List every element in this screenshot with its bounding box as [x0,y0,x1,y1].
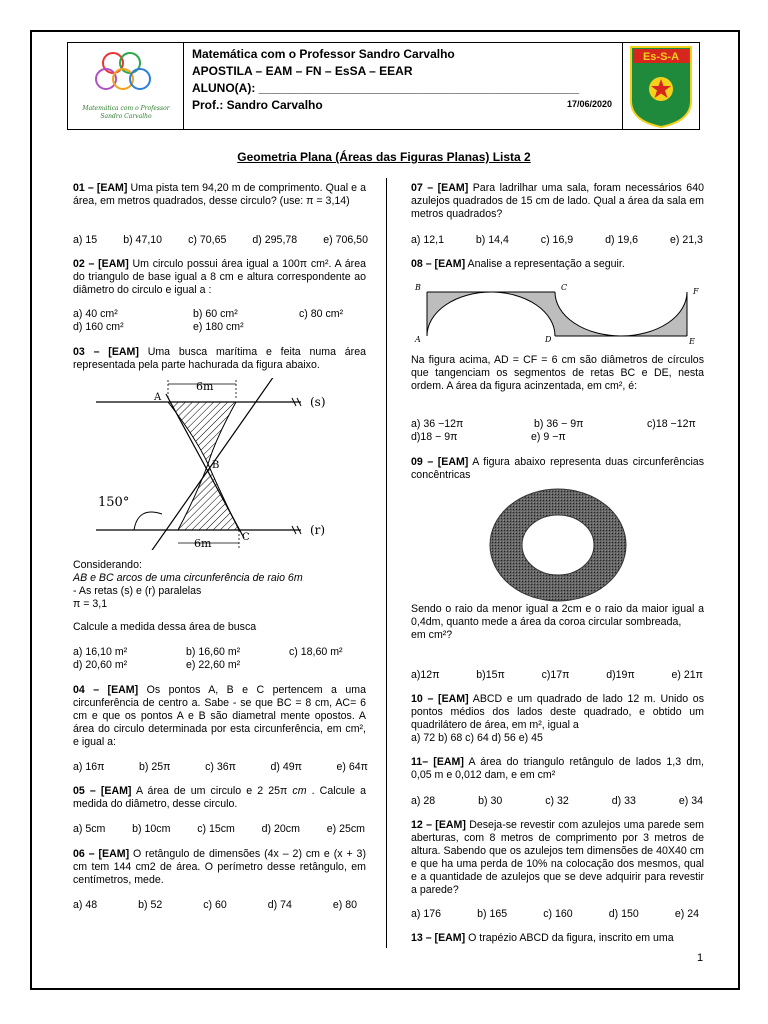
option-b: b) 30 [478,795,503,807]
option-e: e) 34 [678,795,703,807]
question-13 [411,932,704,945]
figure-search-area [96,378,350,550]
question-text: Sendo o raio da menor igual a 2cm e o raio da maior igual a 0,4dm, quanto mede a área da coroa circular sombreada, [411,603,704,628]
option-c: c) 18,60 m² [289,646,343,658]
option-a: a) 176 [411,908,442,920]
question-12 [411,819,704,897]
option-a: a) 16π [73,761,105,773]
line-r-label: (r) [310,523,326,537]
option-c: c) 80 cm² [299,308,344,320]
condition-pi: π = 3,1 [73,598,108,610]
question-11 [411,756,704,782]
option-a: a) 36 −12π [411,418,464,430]
point-f-label: F [693,287,699,296]
option-d: d) 20cm [261,823,300,835]
question-03-details [73,559,366,634]
option-e: e) 80 [332,899,357,911]
option-a: a) 28 [411,795,436,807]
badge-text: Es-S-A [642,51,680,63]
question-text: O retângulo de dimensões (4x – 2) cm e (x + 3) cm tem 144 cm2 de área. O perímetro desse retângulo, em centímetros, mede. [73,848,366,886]
condition-arcs: AB e BC arcos de uma circunferência de raio 6m [73,572,303,584]
question-number: 05 – [EAM] [73,785,132,797]
question-number: 08 – [EAM] [411,258,466,270]
question-08 [411,258,704,271]
considering-label: Considerando: [73,559,142,571]
header-date: 17/06/2020 [566,99,612,109]
option-a: a) 12,1 [411,234,444,246]
point-c-label: C [561,283,568,292]
option-a: a) 16,10 m² [73,646,128,658]
option-c: c) 15cm [197,823,235,835]
options-05 [73,823,365,836]
option-d: d) 49π [270,761,302,773]
question-01 [73,182,366,208]
option-d: d) 160 cm² [73,321,124,333]
header-line-prof: Prof.: Sandro Carvalho [192,98,323,112]
option-b: b) 14,4 [475,234,509,246]
question-text: Deseja-se revestir com azulejos uma parede sem aberturas, com 8 metros de comprimento por 3 metros de altura. Sabendo que os azulejos tem dimensões de 40X40 cm e que ha uma perda de 10% na colocação dos mesmos, qual e a quantidade de azulejos que se deve adquirir para revestir a parede? [411,819,704,896]
option-a: a) 5cm [73,823,106,835]
option-d: d) 20,60 m² [73,659,128,671]
options-01 [73,234,368,247]
option-c: c)18 −12π [647,418,696,430]
question-text: A figura abaixo representa duas circunferências concêntricas [411,456,704,481]
option-c: c) 60 [203,899,227,911]
options-10: a) 72 b) 68 c) 64 d) 56 e) 45 [411,732,543,744]
question-number: 04 – [EAM] [73,684,139,696]
figure-shaded-arcs [411,278,711,346]
unit-text: em cm²? [411,629,453,641]
question-04 [73,684,366,749]
question-text: Para ladrilhar uma sala, foram necessários 640 azulejos quadrados de 15 cm de lado. Qual a área da sala em metros quadrados? [411,182,704,220]
option-e: e) 22,60 m² [186,659,241,671]
options-09 [411,669,703,682]
option-a: a)12π [411,669,440,681]
question-number: 03 – [EAM] [73,346,139,358]
header-line-apostila: APOSTILA – EAM – FN – EsSA – EEAR [192,64,413,78]
question-number: 11– [EAM] [411,756,464,768]
option-e: e) 9 −π [531,431,566,443]
point-c-label: C [242,532,250,543]
question-03 [73,346,366,372]
question-05 [73,785,366,811]
question-number: 06 – [EAM] [73,848,130,860]
logo-caption [68,105,184,121]
question-number: 07 – [EAM] [411,182,469,194]
header-line-aluno: ALUNO(A): ________________________________________________ [192,81,579,95]
figure-concentric-circles [488,487,628,603]
header-text [184,43,623,129]
option-d: d) 150 [608,908,639,920]
question-number: 02 – [EAM] [73,258,129,270]
logo-caption-line1: Matemática com o Professor [82,105,170,112]
option-e: e) 21π [671,669,703,681]
question-08-desc: Na figura acima, AD = CF = 6 cm são diâmetros de círculos que tangenciam os segmentos de retas BC e DE, nesta ordem. A área da figura acinzentada, em cm², é: [411,354,704,392]
page-title: Geometria Plana (Áreas das Figuras Planas) Lista 2 [237,150,531,164]
option-b: b) 47,10 [123,234,163,246]
essa-badge [623,43,699,129]
option-b: b) 165 [477,908,508,920]
question-number: 13 – [EAM] [411,932,466,944]
point-b-label: B [212,460,220,471]
options-12 [411,908,699,921]
option-e: e) 180 cm² [193,321,244,333]
question-text: Os pontos A, B e C pertencem a uma circunferência de centro a. Sabe - se que BC = 8 cm, AC= 6 cm e que os pontos A e B são diametral mente opostos. A área do circulo determinada por esta circunferência, em cm², e igual a: [73,684,366,748]
question-06 [73,848,366,887]
question-text: O trapézio ABCD da figura, inscrito em uma [465,932,674,944]
question-number: 12 – [EAM] [411,819,466,831]
option-c: c) 70,65 [188,234,227,246]
option-d: d)18 − 9π [411,431,458,443]
point-d-label: D [545,335,552,344]
option-e: e) 25cm [326,823,365,835]
document-header [67,42,700,130]
question-09-desc [411,603,704,642]
column-divider [386,178,387,948]
point-e-label: E [689,337,695,346]
option-c: c)17π [541,669,570,681]
option-c: c) 16,9 [540,234,574,246]
logo-caption-line2: Sandro Carvalho [100,113,152,120]
option-a: a) 15 [73,234,98,246]
angle-label: 150° [98,495,130,510]
question-02 [73,258,366,297]
option-d: d) 33 [611,795,636,807]
question-text: Analise a representação a seguir. [465,258,625,270]
option-b: b) 16,60 m² [186,646,241,658]
question-07 [411,182,704,221]
option-e: e) 706,50 [323,234,368,246]
point-b-label: B [415,283,421,292]
option-e: e) 21,3 [669,234,703,246]
question-09 [411,456,704,482]
question-number: 10 – [EAM] [411,693,469,705]
option-e: e) 24 [674,908,699,920]
option-d: d) 74 [267,899,292,911]
option-a: a) 48 [73,899,98,911]
condition-parallel: - As retas (s) e (r) paralelas [73,585,202,597]
line-s-label: (s) [310,395,326,409]
option-b: b) 25π [139,761,171,773]
option-a: a) 40 cm² [73,308,118,320]
question-text-cont: . Calcule a medida do diâmetro, desse circulo. [73,785,366,810]
header-line-course: Matemática com o Professor Sandro Carvalho [192,47,455,61]
question-10 [411,693,704,745]
option-d: d)19π [606,669,635,681]
question-text: Uma busca marítima e feita numa área representada pela parte hachurada da figura abaixo. [73,346,366,371]
question-text: Uma pista tem 94,20 m de comprimento. Qual e a área, em metros quadrados, desse circulo? (use: π = 3,14) [73,182,366,207]
option-b: b)15π [476,669,505,681]
essa-shield-icon [623,43,699,131]
question-text: A área do triangulo retângulo de lados 1,3 dm, 0,05 m e 0,012 dam, e em cm² [411,756,704,781]
option-d: d) 295,78 [252,234,298,246]
question-text: Um circulo possui área igual a 100π cm². A área do triangulo de base igual a 8 cm e altura correspondente ao diâmetro do circulo e igual a : [73,258,366,296]
options-04 [73,761,368,774]
option-b: b) 10cm [132,823,171,835]
question-text: ABCD e um quadrado de lado 12 m. Unido os pontos médios dos lados deste quadrado, e obtido um quadrilátero de área, em m², igual a [411,693,704,731]
top-segment-label: 6m [196,380,214,393]
option-c: c) 160 [543,908,573,920]
point-a-label: A [415,335,421,344]
course-logo [68,43,184,129]
unit-text: cm [292,785,307,797]
page-number: 1 [697,952,704,964]
question-number: 09 – [EAM] [411,456,469,468]
bottom-segment-label: 6m [194,537,212,550]
question-number: 01 – [EAM] [73,182,128,194]
options-07 [411,234,703,247]
option-c: c) 32 [545,795,569,807]
option-b: b) 52 [138,899,163,911]
option-d: d) 19,6 [605,234,639,246]
question-text: A área de um circulo e 2 25π [131,785,293,797]
option-c: c) 36π [205,761,236,773]
options-06 [73,899,357,912]
point-a-label: A [154,392,162,403]
option-e: e) 64π [336,761,368,773]
options-11 [411,795,703,808]
option-b: b) 60 cm² [193,308,238,320]
option-b: b) 36 − 9π [534,418,584,430]
question-ask: Calcule a medida dessa área de busca [73,621,257,633]
